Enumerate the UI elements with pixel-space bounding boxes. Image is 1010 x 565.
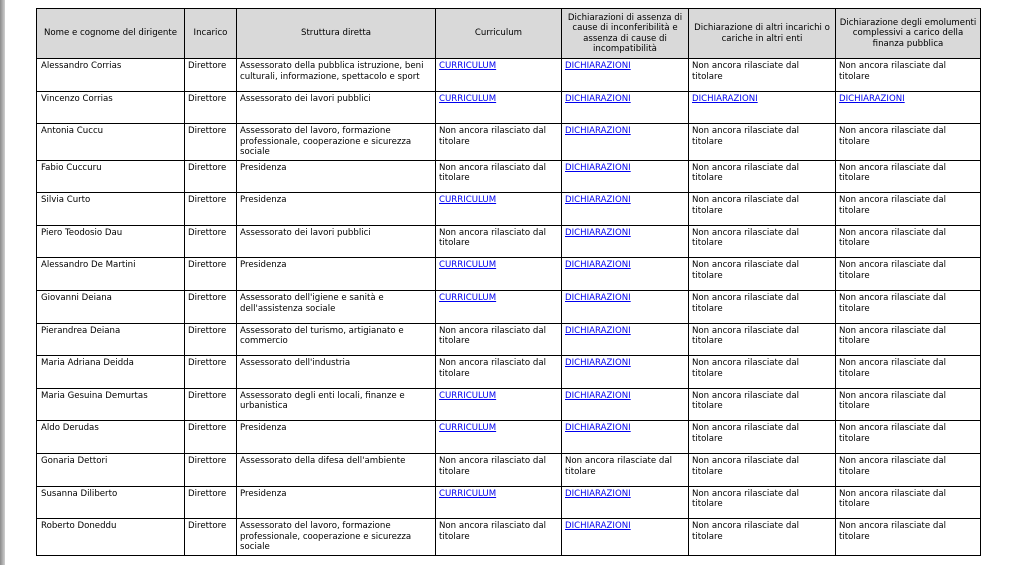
cell-text: Non ancora rilasciate dal titolare [839,488,947,510]
table-row [37,421,980,454]
dirigente-name [37,291,185,324]
cell-text: Assessorato dei lavori pubblici [240,227,371,238]
emolumenti-cell [836,454,980,487]
emolumenti-cell [836,291,980,324]
cell-text: Non ancora rilasciato dal titolare [439,126,546,147]
emolumenti-cell [836,421,980,454]
dichiarazioni-link[interactable]: DICHIARAZIONI [565,260,631,271]
incarico [185,124,237,161]
emolumenti-cell [836,226,980,259]
struttura [237,59,436,92]
cell-text: Gonaria Dettori [41,456,108,467]
incarico [185,519,237,555]
dirigente-name [37,59,185,92]
emolumenti-cell [836,389,980,422]
dichiarazioni-link[interactable]: DICHIARAZIONI [565,61,631,71]
emolumenti-cell [836,324,980,357]
table-body [37,59,980,555]
emolumenti-cell [836,161,980,194]
dirigente-name [37,161,185,194]
cell-text: Non ancora rilasciate dal titolare [692,195,800,216]
dichiarazioni-cell [562,226,689,259]
incarico [185,258,237,291]
cell-text: Non ancora rilasciate dal titolare [692,390,800,412]
altri-incarichi-cell [689,356,836,389]
curriculum-cell [436,487,562,520]
table-row [37,324,980,357]
cell-text: Silvia Curto [41,195,91,206]
dichiarazioni-cell [562,454,689,487]
cell-text: Non ancora rilasciate dal titolare [839,358,947,379]
struttura [237,454,436,487]
cell-text: Giovanni Deiana [41,293,112,304]
cell-text: Non ancora rilasciato dal titolare [439,227,546,249]
incarico [185,92,237,125]
cell-text: Presidenza [240,488,287,499]
dichiarazioni-link[interactable]: DICHIARAZIONI [565,358,631,369]
altri-incarichi-cell [689,421,836,454]
cell-text: Vincenzo Corrias [41,93,113,104]
dichiarazioni-link[interactable]: DICHIARAZIONI [565,423,631,434]
cell-text: Aldo Derudas [41,423,99,434]
cell-text: Direttore [188,488,227,499]
table-row [37,161,980,194]
struttura [237,258,436,291]
cell-text: Direttore [188,195,227,206]
dichiarazioni-cell [562,324,689,357]
table-row [37,454,980,487]
struttura [237,324,436,357]
emolumenti-cell [836,124,980,161]
cell-text: Non ancora rilasciate dal titolare [839,227,947,249]
incarico [185,226,237,259]
cell-text: Antonia Cuccu [41,126,104,137]
dichiarazioni-cell [562,193,689,226]
incarico [185,59,237,92]
struttura [237,291,436,324]
incarico [185,324,237,357]
table-row [37,519,980,555]
table-row [37,92,980,125]
altri-incarichi-cell [689,389,836,422]
cell-text: Assessorato degli enti locali, finanze e urbanistica [240,390,405,412]
cell-text: Roberto Doneddu [41,521,117,532]
struttura [237,226,436,259]
table-row [37,356,980,389]
incarico [185,389,237,422]
cell-text: Alessandro De Martini [41,260,136,271]
altri-incarichi-cell [689,59,836,92]
header-dichiarazioni-inconferibilita: Dichiarazioni di assenza di cause di inconferibilità e assenza di cause di incompatibilità [562,9,689,59]
cell-text: Direttore [188,325,227,336]
dirigente-name [37,124,185,161]
altri-incarichi-cell [689,519,836,555]
struttura [237,161,436,194]
emolumenti-cell [836,59,980,92]
cell-text: Non ancora rilasciate dal titolare [839,260,947,281]
cell-text: Non ancora rilasciate dal titolare [692,293,800,314]
cell-text: Non ancora rilasciate dal titolare [692,162,800,184]
curriculum-cell [436,226,562,259]
curriculum-link[interactable]: CURRICULUM [439,61,497,71]
altri-incarichi-cell [689,193,836,226]
cell-text: Non ancora rilasciate dal titolare [692,227,800,249]
dichiarazioni-link[interactable]: DICHIARAZIONI [565,227,631,238]
curriculum-cell [436,161,562,194]
dichiarazioni-link[interactable]: DICHIARAZIONI [839,93,905,104]
altri-incarichi-cell [689,487,836,520]
cell-text: Assessorato dell'igiene e sanità e dell'assistenza sociale [240,293,384,314]
cell-text: Direttore [188,162,227,173]
cell-text: Maria Adriana Deidda [41,358,134,369]
dichiarazioni-cell [562,389,689,422]
cell-text: Direttore [188,521,227,532]
dichiarazioni-link[interactable]: DICHIARAZIONI [565,488,631,499]
curriculum-link[interactable]: CURRICULUM [439,390,497,401]
dichiarazioni-link[interactable]: DICHIARAZIONI [565,162,631,173]
emolumenti-cell [836,258,980,291]
dichiarazioni-cell [562,59,689,92]
altri-incarichi-cell [689,92,836,125]
altri-incarichi-cell [689,258,836,291]
cell-text: Non ancora rilasciate dal titolare [839,521,947,542]
cell-text: Non ancora rilasciate dal titolare [692,488,800,510]
curriculum-cell [436,92,562,125]
cell-text: Non ancora rilasciate dal titolare [692,521,800,542]
curriculum-cell [436,324,562,357]
cell-text: Non ancora rilasciate dal titolare [839,390,947,412]
dirigente-name [37,519,185,555]
cell-text: Assessorato dell'industria [240,358,351,369]
curriculum-cell [436,519,562,555]
dirigente-name [37,454,185,487]
struttura [237,92,436,125]
emolumenti-cell [836,356,980,389]
curriculum-link[interactable]: CURRICULUM [439,195,497,206]
cell-text: Non ancora rilasciate dal titolare [692,126,800,147]
cell-text: Direttore [188,93,227,104]
cell-text: Assessorato della pubblica istruzione, beni culturali, informazione, spettacolo e sport [240,61,424,82]
cell-text: Non ancora rilasciato dal titolare [439,162,546,184]
dichiarazioni-cell [562,519,689,555]
emolumenti-cell [836,92,980,125]
cell-text: Non ancora rilasciate dal titolare [692,325,800,347]
header-struttura: Struttura diretta [237,9,436,59]
dirigente-name [37,389,185,422]
cell-text: Direttore [188,390,227,401]
header-incarico: Incarico [185,9,237,59]
incarico [185,161,237,194]
header-nome: Nome e cognome del dirigente [37,9,185,59]
dirigente-name [37,92,185,125]
cell-text: Maria Gesuina Demurtas [41,390,148,401]
cell-text: Non ancora rilasciate dal titolare [692,358,800,379]
cell-text: Non ancora rilasciate dal titolare [565,456,673,477]
dichiarazioni-link[interactable]: DICHIARAZIONI [565,521,631,532]
curriculum-cell [436,258,562,291]
cell-text: Assessorato del lavoro, formazione professionale, cooperazione e sicurezza sociale [240,126,412,158]
cell-text: Piero Teodosio Dau [41,227,123,238]
cell-text: Non ancora rilasciate dal titolare [839,61,947,82]
incarico [185,291,237,324]
table-header-row [37,9,980,59]
cell-text: Pierandrea Deiana [41,325,121,336]
table-row [37,59,980,92]
cell-text: Non ancora rilasciato dal titolare [439,456,546,477]
incarico [185,421,237,454]
emolumenti-cell [836,519,980,555]
cell-text: Assessorato della difesa dell'ambiente [240,456,406,467]
curriculum-cell [436,421,562,454]
table-row [37,226,980,259]
dirigenti-table [36,8,981,556]
struttura [237,421,436,454]
cell-text: Non ancora rilasciate dal titolare [839,162,947,184]
table-row [37,258,980,291]
curriculum-cell [436,59,562,92]
cell-text: Non ancora rilasciate dal titolare [839,126,947,147]
dichiarazioni-link[interactable]: DICHIARAZIONI [565,126,631,137]
dichiarazioni-link[interactable]: DICHIARAZIONI [565,195,631,206]
cell-text: Non ancora rilasciato dal titolare [439,325,546,347]
struttura [237,519,436,555]
cell-text: Non ancora rilasciate dal titolare [692,423,800,444]
cell-text: Presidenza [240,162,287,173]
cell-text: Alessandro Corrias [41,61,122,71]
altri-incarichi-cell [689,291,836,324]
cell-text: Direttore [188,61,227,71]
curriculum-cell [436,454,562,487]
curriculum-cell [436,356,562,389]
cell-text: Non ancora rilasciate dal titolare [839,293,947,314]
dirigente-name [37,324,185,357]
curriculum-link[interactable]: CURRICULUM [439,260,497,271]
altri-incarichi-cell [689,454,836,487]
cell-text: Direttore [188,423,227,434]
emolumenti-cell [836,193,980,226]
table-row [37,389,980,422]
cell-text: Non ancora rilasciato dal titolare [439,521,546,542]
dichiarazioni-cell [562,291,689,324]
cell-text: Direttore [188,260,227,271]
cell-text: Presidenza [240,195,287,206]
curriculum-link[interactable]: CURRICULUM [439,293,497,304]
dirigente-name [37,193,185,226]
dirigente-name [37,226,185,259]
dichiarazioni-cell [562,356,689,389]
curriculum-link[interactable]: CURRICULUM [439,488,497,499]
dirigente-name [37,421,185,454]
cell-text: Non ancora rilasciate dal titolare [692,456,800,477]
curriculum-link[interactable]: CURRICULUM [439,93,497,104]
cell-text: Non ancora rilasciate dal titolare [692,260,800,281]
cell-text: Non ancora rilasciate dal titolare [839,423,947,444]
cell-text: Assessorato del lavoro, formazione professionale, cooperazione e sicurezza sociale [240,521,412,553]
cell-text: Direttore [188,358,227,369]
cell-text: Direttore [188,227,227,238]
cell-text: Susanna Diliberto [41,488,118,499]
altri-incarichi-cell [689,324,836,357]
header-curriculum: Curriculum [436,9,562,59]
table-row [37,291,980,324]
cell-text: Fabio Cuccuru [41,162,102,173]
struttura [237,487,436,520]
table-row [37,124,980,161]
dichiarazioni-cell [562,124,689,161]
dichiarazioni-cell [562,161,689,194]
header-emolumenti: Dichiarazione degli emolumenti complessivi a carico della finanza pubblica [836,9,980,59]
dichiarazioni-link[interactable]: DICHIARAZIONI [692,93,758,104]
dichiarazioni-link[interactable]: DICHIARAZIONI [565,325,631,336]
dirigente-name [37,487,185,520]
incarico [185,487,237,520]
cell-text: Non ancora rilasciato dal titolare [439,358,546,379]
curriculum-cell [436,124,562,161]
dichiarazioni-link[interactable]: DICHIARAZIONI [565,93,631,104]
dirigente-name [37,258,185,291]
cell-text: Non ancora rilasciate dal titolare [839,195,947,216]
altri-incarichi-cell [689,124,836,161]
dichiarazioni-cell [562,92,689,125]
table-row [37,193,980,226]
cell-text: Presidenza [240,260,287,271]
cell-text: Assessorato del turismo, artigianato e commercio [240,325,404,347]
struttura [237,389,436,422]
curriculum-cell [436,291,562,324]
cell-text: Non ancora rilasciate dal titolare [692,61,800,82]
altri-incarichi-cell [689,161,836,194]
curriculum-cell [436,193,562,226]
dirigente-name [37,356,185,389]
table-row [37,487,980,520]
dichiarazioni-link[interactable]: DICHIARAZIONI [565,293,631,304]
cell-text: Direttore [188,293,227,304]
header-altri-incarichi: Dichiarazione di altri incarichi o cariche in altri enti [689,9,836,59]
curriculum-cell [436,389,562,422]
incarico [185,454,237,487]
cell-text: Non ancora rilasciate dal titolare [839,456,947,477]
page-left-edge [0,0,5,565]
dichiarazioni-link[interactable]: DICHIARAZIONI [565,390,631,401]
dichiarazioni-cell [562,487,689,520]
curriculum-link[interactable]: CURRICULUM [439,423,497,434]
cell-text: Assessorato dei lavori pubblici [240,93,371,104]
emolumenti-cell [836,487,980,520]
dichiarazioni-cell [562,258,689,291]
cell-text: Direttore [188,126,227,137]
incarico [185,193,237,226]
cell-text: Presidenza [240,423,287,434]
struttura [237,193,436,226]
struttura [237,356,436,389]
cell-text: Non ancora rilasciate dal titolare [839,325,947,347]
altri-incarichi-cell [689,226,836,259]
incarico [185,356,237,389]
dichiarazioni-cell [562,421,689,454]
struttura [237,124,436,161]
cell-text: Direttore [188,456,227,467]
